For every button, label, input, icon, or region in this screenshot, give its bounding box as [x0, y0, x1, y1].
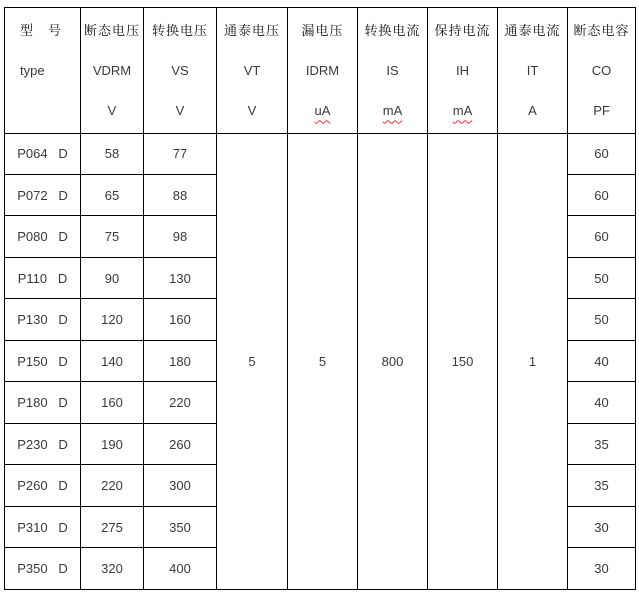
- cell-vs: 160: [144, 299, 217, 340]
- cell-vdrm: 320: [81, 548, 144, 590]
- header-cn-co: 断态电容: [573, 23, 630, 39]
- header-unit-vt: V: [247, 103, 257, 119]
- cell-type: P180 D: [5, 382, 81, 423]
- column-header-vdrm: [81, 8, 144, 134]
- cell-type: P072 D: [5, 174, 81, 215]
- cell-vs: 400: [144, 548, 217, 590]
- header-cn-idrm: 漏电压: [301, 23, 344, 39]
- header-cn-vs: 转换电压: [151, 23, 208, 39]
- cell-vs: 88: [144, 174, 217, 215]
- cell-type: P350 D: [5, 548, 81, 590]
- cell-idrm-merged: 5: [288, 133, 358, 590]
- cell-vs: 98: [144, 216, 217, 257]
- cell-co: 30: [568, 506, 636, 547]
- cell-type: P150 D: [5, 340, 81, 381]
- header-unit-type: [5, 91, 80, 132]
- header-sym-vs: VS: [171, 62, 189, 78]
- table-row: [5, 133, 636, 174]
- cell-co: 30: [568, 548, 636, 590]
- cell-co: 60: [568, 133, 636, 174]
- cell-it-merged: 1: [498, 133, 568, 590]
- cell-vdrm: 275: [81, 506, 144, 547]
- header-cn-type: 型 号: [20, 23, 63, 39]
- column-header-it: [498, 8, 568, 134]
- cell-vdrm: 120: [81, 299, 144, 340]
- cell-vdrm: 58: [81, 133, 144, 174]
- spec-table: [4, 7, 636, 590]
- table-header-row: [5, 8, 636, 134]
- cell-vs: 260: [144, 423, 217, 464]
- cell-type: P310 D: [5, 506, 81, 547]
- cell-type: P260 D: [5, 465, 81, 506]
- column-header-vs: [144, 8, 217, 134]
- cell-vdrm: 140: [81, 340, 144, 381]
- cell-vdrm: 90: [81, 257, 144, 298]
- header-unit-is: mA: [382, 103, 403, 119]
- cell-type: P080 D: [5, 216, 81, 257]
- cell-type: P230 D: [5, 423, 81, 464]
- header-unit-vs: V: [175, 103, 185, 119]
- cell-type: P130 D: [5, 299, 81, 340]
- header-cn-vdrm: 断态电压: [83, 23, 140, 39]
- cell-type: P110 D: [5, 257, 81, 298]
- cell-vs: 220: [144, 382, 217, 423]
- column-header-is: [358, 8, 428, 134]
- cell-vt-merged: 5: [217, 133, 288, 590]
- header-unit-vdrm: V: [107, 103, 117, 119]
- cell-vs: 130: [144, 257, 217, 298]
- header-unit-co: PF: [593, 103, 610, 119]
- header-unit-it: A: [528, 103, 537, 119]
- column-header-ih: [428, 8, 498, 134]
- header-sym-is: IS: [386, 62, 399, 78]
- header-sym-ih: IH: [456, 62, 469, 78]
- cell-co: 50: [568, 299, 636, 340]
- cell-type: P064 D: [5, 133, 81, 174]
- column-header-type: [5, 8, 81, 134]
- cell-vdrm: 220: [81, 465, 144, 506]
- header-sym-type: type: [20, 62, 45, 78]
- header-unit-ih: mA: [452, 103, 473, 119]
- cell-vs: 77: [144, 133, 217, 174]
- cell-vdrm: 75: [81, 216, 144, 257]
- cell-co: 40: [568, 340, 636, 381]
- column-header-idrm: [288, 8, 358, 134]
- header-cn-ih: 保持电流: [434, 23, 491, 39]
- cell-co: 60: [568, 174, 636, 215]
- column-header-vt: [217, 8, 288, 134]
- cell-co: 35: [568, 465, 636, 506]
- header-sym-co: CO: [591, 62, 612, 78]
- cell-vdrm: 190: [81, 423, 144, 464]
- header-cn-vt: 通泰电压: [223, 23, 280, 39]
- header-sym-vt: VT: [243, 62, 261, 78]
- cell-vs: 180: [144, 340, 217, 381]
- header-cn-it: 通泰电流: [504, 23, 561, 39]
- header-sym-it: IT: [526, 62, 539, 78]
- cell-ih-merged: 150: [428, 133, 498, 590]
- header-cn-is: 转换电流: [364, 23, 421, 39]
- cell-co: 35: [568, 423, 636, 464]
- cell-vdrm: 160: [81, 382, 144, 423]
- cell-co: 50: [568, 257, 636, 298]
- header-unit-idrm: uA: [314, 103, 331, 119]
- cell-is-merged: 800: [358, 133, 428, 590]
- cell-vdrm: 65: [81, 174, 144, 215]
- cell-co: 60: [568, 216, 636, 257]
- cell-vs: 350: [144, 506, 217, 547]
- cell-vs: 300: [144, 465, 217, 506]
- header-sym-idrm: IDRM: [305, 62, 340, 78]
- column-header-co: [568, 8, 636, 134]
- cell-co: 40: [568, 382, 636, 423]
- header-sym-vdrm: VDRM: [92, 62, 132, 78]
